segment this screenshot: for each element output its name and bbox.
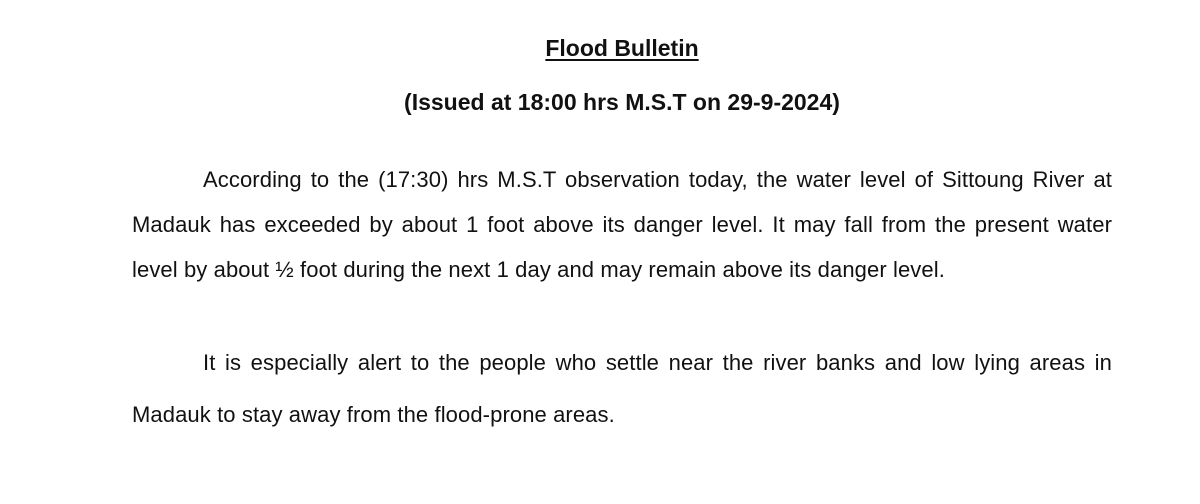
- observation-paragraph: According to the (17:30) hrs M.S.T observation today, the water level of Sittoung River at Madauk has exceeded by about 1 foot above its danger level. It may fall from the present water level by about ½ foot during the next 1 day and may remain above its danger level.: [132, 167, 1112, 282]
- bulletin-title: Flood Bulletin: [545, 35, 699, 61]
- issued-time: (Issued at 18:00 hrs M.S.T on 29-9-2024): [404, 89, 840, 115]
- alert-paragraph: It is especially alert to the people who settle near the river banks and low lying areas in Madauk to stay away from the flood-prone areas.: [132, 350, 1112, 427]
